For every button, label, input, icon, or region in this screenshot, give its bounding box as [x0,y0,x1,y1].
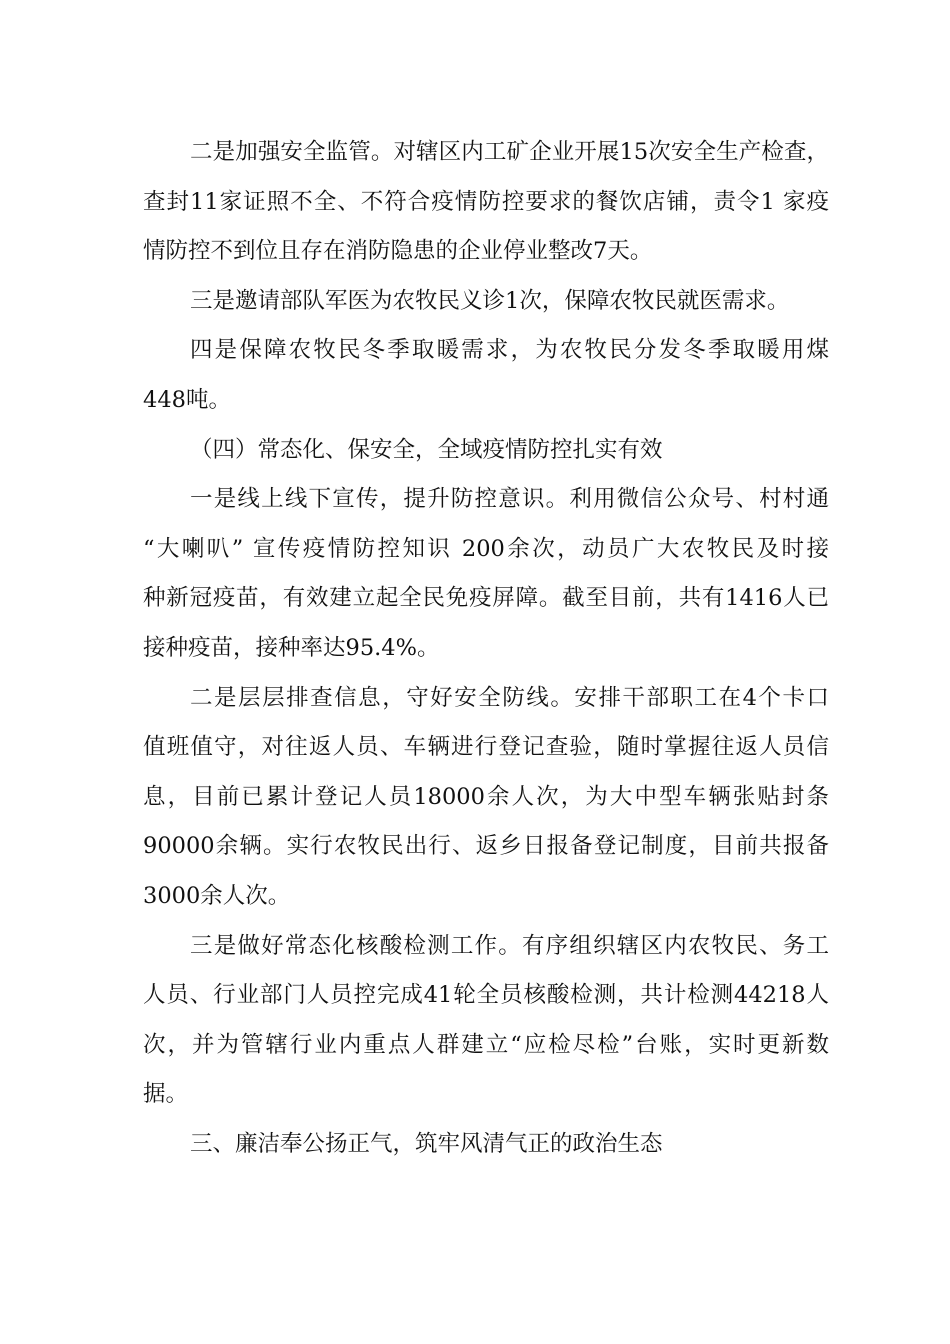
paragraph-line: 三、廉洁奉公扬正气，筑牢风清气正的政治生态 [190,1131,663,1157]
paragraph-line: 据。 [143,1081,189,1108]
paragraph-line: 三是邀请部队军医为农牧民义诊1次，保障农牧民就医需求。 [190,287,790,314]
paragraph-line: 一是线上线下宣传，提升防控意识。利用微信公众号、村村通 [190,486,829,513]
paragraph-line: 四是保障农牧民冬季取暖需求，为农牧民分发冬季取暖用煤 [190,337,829,364]
paragraph-line: 二是加强安全监管。对辖区内工矿企业开展15次安全生产检查， [190,139,829,165]
paragraph-line: 息，目前已累计登记人员18000余人次，为大中型车辆张贴封条 [143,783,829,810]
paragraph-line: 值班值守，对往返人员、车辆进行登记查验，随时掌握往返人员信 [143,734,829,761]
paragraph-line: 查封11家证照不全、不符合疫情防控要求的餐饮店铺，责令1 家疫 [143,188,829,215]
paragraph-line: 接种疫苗，接种率达95.4%。 [143,635,440,661]
paragraph-line: （四）常态化、保安全，全域疫情防控扎实有效 [190,436,663,463]
paragraph-line: 90000余辆。实行农牧民出行、返乡日报备登记制度，目前共报备 [143,833,829,860]
paragraph-line: 种新冠疫苗，有效建立起全民免疫屏障。截至目前，共有1416人已 [143,585,829,612]
paragraph-line: 3000余人次。 [143,883,291,909]
paragraph-line: 448吨。 [143,387,231,413]
paragraph-line: 二是层层排查信息，守好安全防线。安排干部职工在4个卡口 [190,684,829,711]
paragraph-line: 三是做好常态化核酸检测工作。有序组织辖区内农牧民、务工 [190,932,829,959]
paragraph-line: 情防控不到位且存在消防隐患的企业停业整改7天。 [143,238,653,265]
paragraph-line: 次，并为管辖行业内重点人群建立“应检尽检”台账，实时更新数 [143,1031,829,1058]
paragraph-line: “大喇叭” 宣传疫情防控知识 200余次，动员广大农牧民及时接 [143,535,829,562]
paragraph-line: 人员、行业部门人员控完成41轮全员核酸检测，共计检测44218人 [143,982,829,1009]
